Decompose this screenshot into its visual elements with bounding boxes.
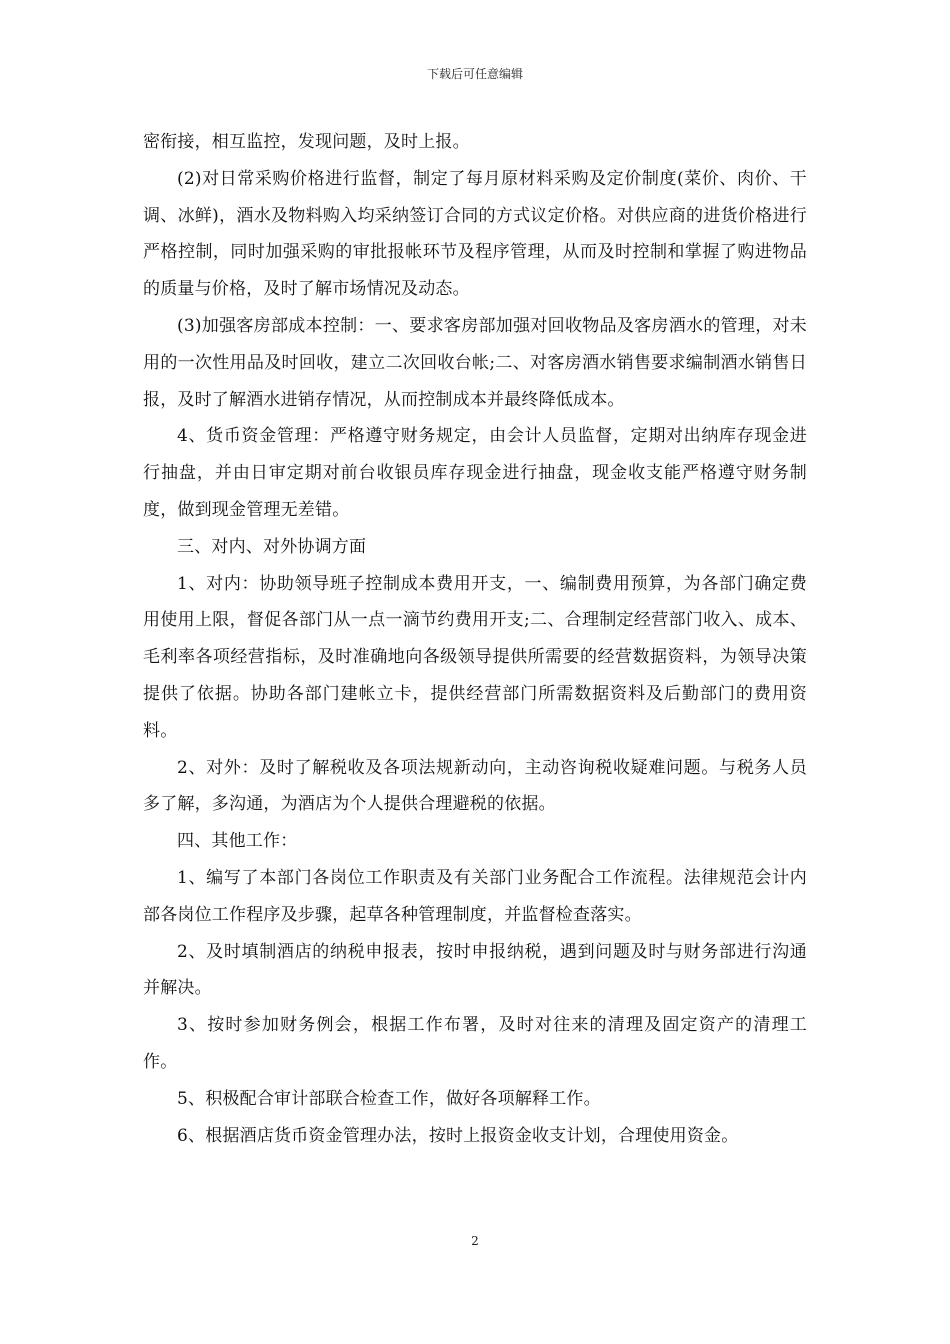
paragraph-13: 6、根据酒店货币资金管理办法，按时上报资金收支计划，合理使用资金。: [177, 1125, 739, 1146]
paragraph-2: (2)对日常采购价格进行监督，制定了每月原材料采购及定价制度(菜价、肉价、干调、冰鲜)，酒水及物料购入均采纳签订合同的方式议定价格。对供应商的进货价格进行严格控制，同时加强采购的审批报帐环节及程序管理，从而及时控制和掌握了购进物品的质量与价格，及时了解市场情况及动态。: [143, 168, 807, 300]
page-number: 2: [471, 1234, 479, 1248]
section-heading-3: 三、对内、对外协调方面: [177, 536, 367, 557]
page-header: 下载后可任意编辑: [426, 67, 523, 81]
paragraph-12: 5、积极配合审计部联合检查工作，做好各项解释工作。: [177, 1088, 601, 1109]
paragraph-1: 密衔接，相互监控，发现问题，及时上报。: [143, 132, 470, 152]
section-heading-4: 四、其他工作：: [177, 831, 298, 852]
paragraph-6: 1、对内：协助领导班子控制成本费用开支，一、编制费用预算，为各部门确定费用使用上限，督促各部门从一点一滴节约费用开支;二、合理制定经营部门收入、成本、毛利率各项经营指标，及时准确地向各级领导提供所需要的经营数据资料，为领导决策提供了依据。协助各部门建帐立卡，提供经营部门所需数据资料及后勤部门的费用资料。: [143, 573, 807, 741]
paragraph-7: 2、对外：及时了解税收及各项法规新动向，主动咨询税收疑难问题。与税务人员多了解，多沟通，为酒店为个人提供合理避税的依据。: [143, 757, 807, 815]
document-body: [143, 124, 807, 1154]
paragraph-3: (3)加强客房部成本控制：一、要求客房部加强对回收物品及客房酒水的管理，对未用的一次性用品及时回收，建立二次回收台帐;二、对客房酒水销售要求编制酒水销售日报，及时了解酒水进销存情况，从而控制成本并最终降低成本。: [143, 315, 807, 410]
paragraph-10: 2、及时填制酒店的纳税申报表，按时申报纳税，遇到问题及时与财务部进行沟通并解决。: [143, 941, 807, 999]
paragraph-4: 4、货币资金管理：严格遵守财务规定，由会计人员监督，定期对出纳库存现金进行抽盘，并由日审定期对前台收银员库存现金进行抽盘，现金收支能严格遵守财务制度，做到现金管理无差错。: [143, 426, 807, 520]
paragraph-9: 1、编写了本部门各岗位工作职责及有关部门业务配合工作流程。法律规范会计内部各岗位工作程序及步骤，起草各种管理制度，并监督检查落实。: [143, 867, 807, 925]
paragraph-11: 3、按时参加财务例会，根据工作布署，及时对往来的清理及固定资产的清理工作。: [143, 1015, 807, 1072]
